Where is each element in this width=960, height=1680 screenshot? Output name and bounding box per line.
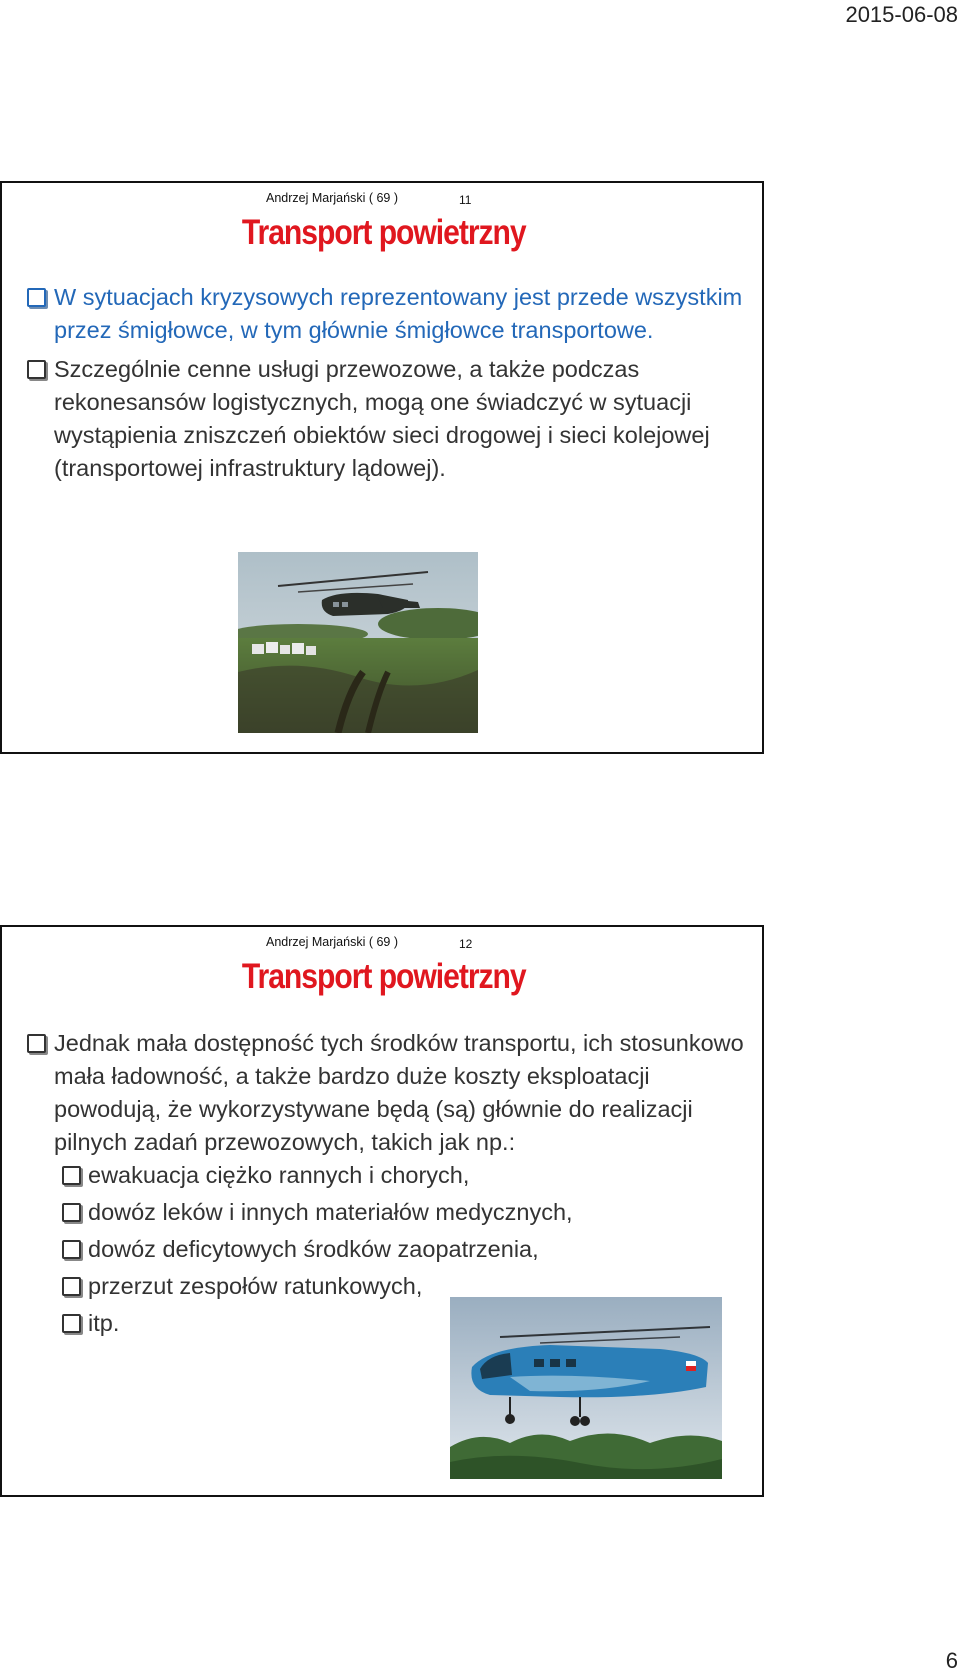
slide-number: 11	[459, 193, 472, 207]
page-number: 6	[945, 1648, 958, 1673]
sub-bullet-item	[62, 1194, 573, 1231]
sub-bullet-text: ewakuacja ciężko rannych i chorych,	[88, 1162, 470, 1188]
sub-bullet-text: dowóz leków i innych materiałów medycznych,	[88, 1199, 573, 1225]
bullet-list	[26, 281, 744, 485]
bullet-list	[26, 1027, 744, 1159]
slide-author-header: Andrzej Marjański ( 69 )	[266, 191, 398, 205]
page-date: 2015-06-08	[845, 2, 958, 27]
checkbox-bullet-icon	[62, 1166, 81, 1185]
slide-title: Transport powietrzny	[241, 213, 526, 252]
checkbox-bullet-icon	[62, 1203, 81, 1222]
checkbox-bullet-icon	[62, 1314, 81, 1333]
checkbox-bullet-icon	[27, 1034, 46, 1053]
blue-helicopter-photo	[450, 1297, 722, 1479]
bullet-text: Jednak mała dostępność tych środków transportu, ich stosunkowo mała ładowność, a także bardzo duże koszty eksploatacji powodują, że wykorzystywane będą (są) głównie do realizacji pilnych zadań przewozowych, takich jak np.:	[54, 1030, 744, 1155]
checkbox-bullet-icon	[62, 1240, 81, 1259]
bullet-item	[26, 1027, 744, 1159]
checkbox-bullet-icon	[62, 1277, 81, 1296]
bullet-text: Szczególnie cenne usługi przewozowe, a także podczas rekonesansów logistycznych, mogą one świadczyć w sytuacji wystąpienia zniszczeń obiektów sieci drogowej i sieci kolejowej (transportowej infrastruktury lądowej).	[54, 356, 710, 481]
slide-author-header: Andrzej Marjański ( 69 )	[266, 935, 398, 949]
checkbox-bullet-icon	[27, 288, 46, 307]
sub-bullet-text: itp.	[88, 1310, 120, 1336]
slide-12	[0, 925, 764, 1497]
slide-number: 12	[459, 937, 473, 951]
bullet-item	[26, 281, 744, 347]
sub-bullet-item	[62, 1157, 573, 1194]
bullet-text: W sytuacjach kryzysowych reprezentowany jest przede wszystkim przez śmigłowce, w tym głównie śmigłowce transportowe.	[54, 284, 743, 343]
slide-11	[0, 181, 764, 754]
sub-bullet-text: przerzut zespołów ratunkowych,	[88, 1273, 423, 1299]
sub-bullet-text: dowóz deficytowych środków zaopatrzenia,	[88, 1236, 539, 1262]
bullet-item	[26, 353, 744, 485]
checkbox-bullet-icon	[27, 360, 46, 379]
sub-bullet-item	[62, 1231, 573, 1268]
helicopter-over-field-photo	[238, 552, 478, 733]
slide-title: Transport powietrzny	[241, 957, 526, 996]
